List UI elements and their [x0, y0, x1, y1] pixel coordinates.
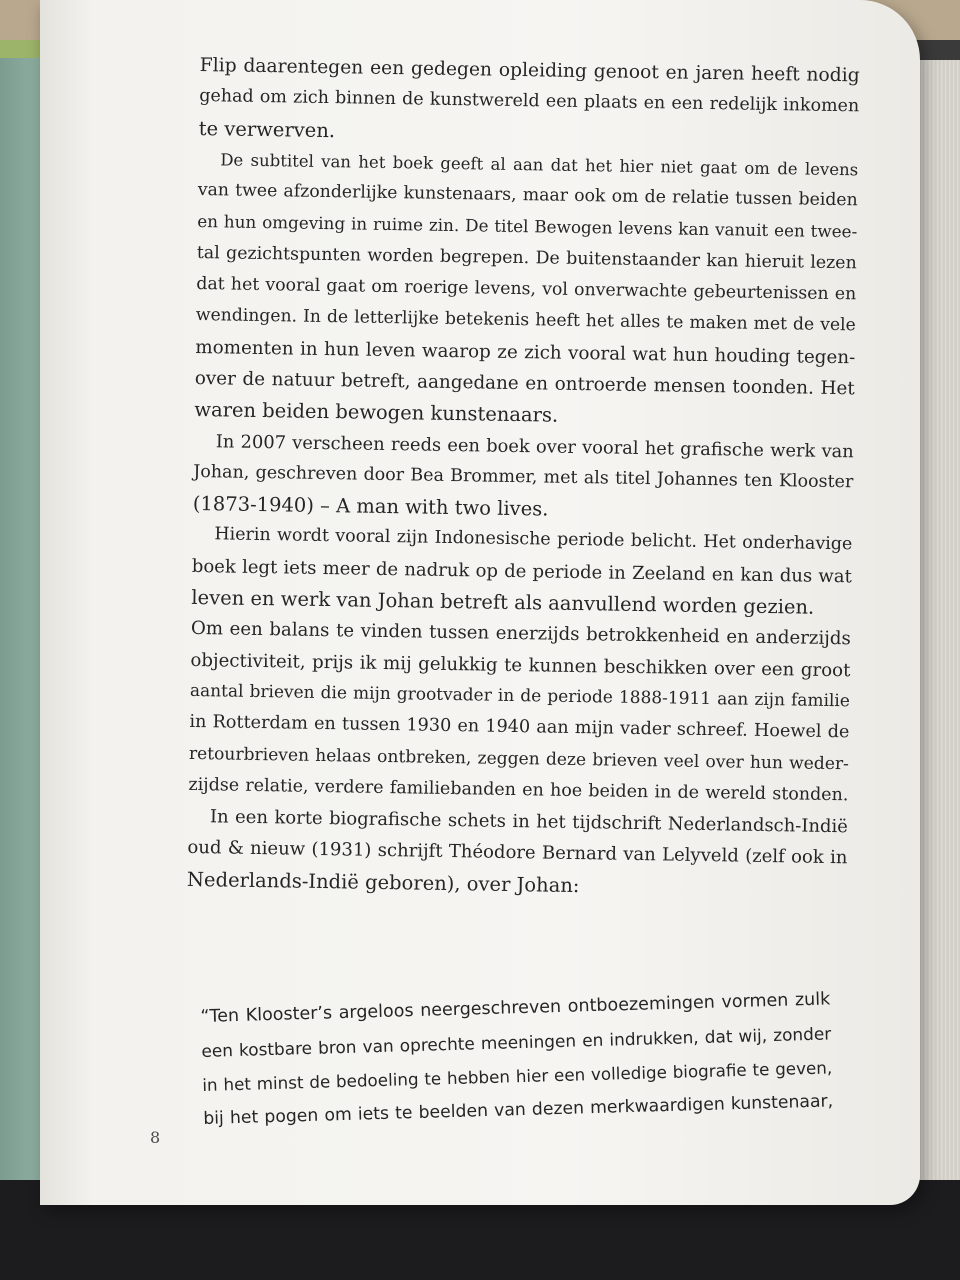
text-line: (1873-1940) – A man with two lives. [192, 492, 549, 521]
text-line: tal gezichtspunten worden begrepen. De buitenstaander kan hieruit lezen [196, 242, 857, 274]
text-line: van twee afzonderlijke kunstenaars, maar ook om de relatie tussen beiden [197, 180, 858, 211]
page-number: 8 [150, 1128, 161, 1147]
text-line: in Rotterdam en tussen 1930 en 1940 aan mijn vader schreef. Hoewel de [189, 712, 850, 743]
text-line: objectiviteit, prijs ik mij gelukkig te kunnen beschikken over een groot [190, 649, 851, 681]
text-line: over de natuur betreft, aangedane en ontroerde mensen toonden. Het [194, 367, 855, 400]
text-line: te verwerven. [198, 116, 336, 142]
text-line: leven en werk van Johan betreft als aanvullend worden gezien. [191, 585, 815, 619]
block-quote [200, 982, 834, 1136]
quote-line: een kostbare bron van oprechte meeningen en indrukken, dat wij, zonder [201, 1023, 832, 1061]
text-line: zijdse relatie, verdere familiebanden en hoe beiden in de wereld stonden. [188, 774, 849, 806]
text-line: aantal brieven die mijn grootvader in de periode 1888-1911 aan zijn familie [189, 680, 851, 712]
text-line: In een korte biografische schets in het tijdschrift Nederlandsch-Indië [209, 806, 849, 838]
text-line: Flip daarentegen een gedegen opleiding genoot en jaren heeft nodig [199, 54, 860, 87]
text-line: In 2007 verscheen reeds een boek over vooral het grafische werk van [215, 430, 854, 462]
text-line: waren beiden bewogen kunstenaars. [194, 398, 559, 427]
quote-line: bij het pogen om iets te beelden van dezen merkwaardigen kunstenaar, [203, 1091, 834, 1129]
text-line: Nederlands-Indië geboren), over Johan: [186, 867, 580, 897]
text-line: Om een balans te vinden tussen enerzijds betrokkenheid en anderzijds [190, 618, 851, 650]
text-line: oud & nieuw (1931) schrijft Théodore Bernard van Lelyveld (zelf ook in [187, 837, 848, 869]
text-line: momenten in hun leven waarop ze zich vooral wat hun houding tegen- [195, 336, 856, 369]
body-text [187, 50, 860, 905]
text-line: dat het vooral gaat om roerige levens, vol onverwachte gebeurtenissen en [196, 274, 857, 305]
text-line: Hierin wordt vooral zijn Indonesische periode belicht. Het onderhavige [214, 524, 853, 555]
quote-line: “Ten Klooster’s argeloos neergeschreven ontboezemingen vormen zulk [200, 989, 831, 1027]
text-line: De subtitel van het boek geeft al aan dat het hier niet gaat om de levens [220, 150, 859, 180]
text-line: boek legt iets meer de nadruk op de periode in Zeeland en kan dus wat [191, 555, 852, 588]
text-line: en hun omgeving in ruime zin. De titel Bewogen levens kan vanuit een twee- [197, 211, 858, 242]
text-line: retourbrieven helaas ontbreken, zeggen deze brieven veel over hun weder- [188, 743, 850, 774]
text-line: wendingen. In de letterlijke betekenis heeft het alles te maken met de vele [195, 305, 856, 336]
quote-line: in het minst de bedoeling te hebben hier een volledige biografie te geven, [202, 1057, 833, 1095]
text-line: Johan, geschreven door Bea Brommer, met als titel Johannes ten Klooster [193, 461, 854, 493]
text-line: gehad om zich binnen de kunstwereld een plaats en een redelijk inkomen [199, 86, 860, 117]
